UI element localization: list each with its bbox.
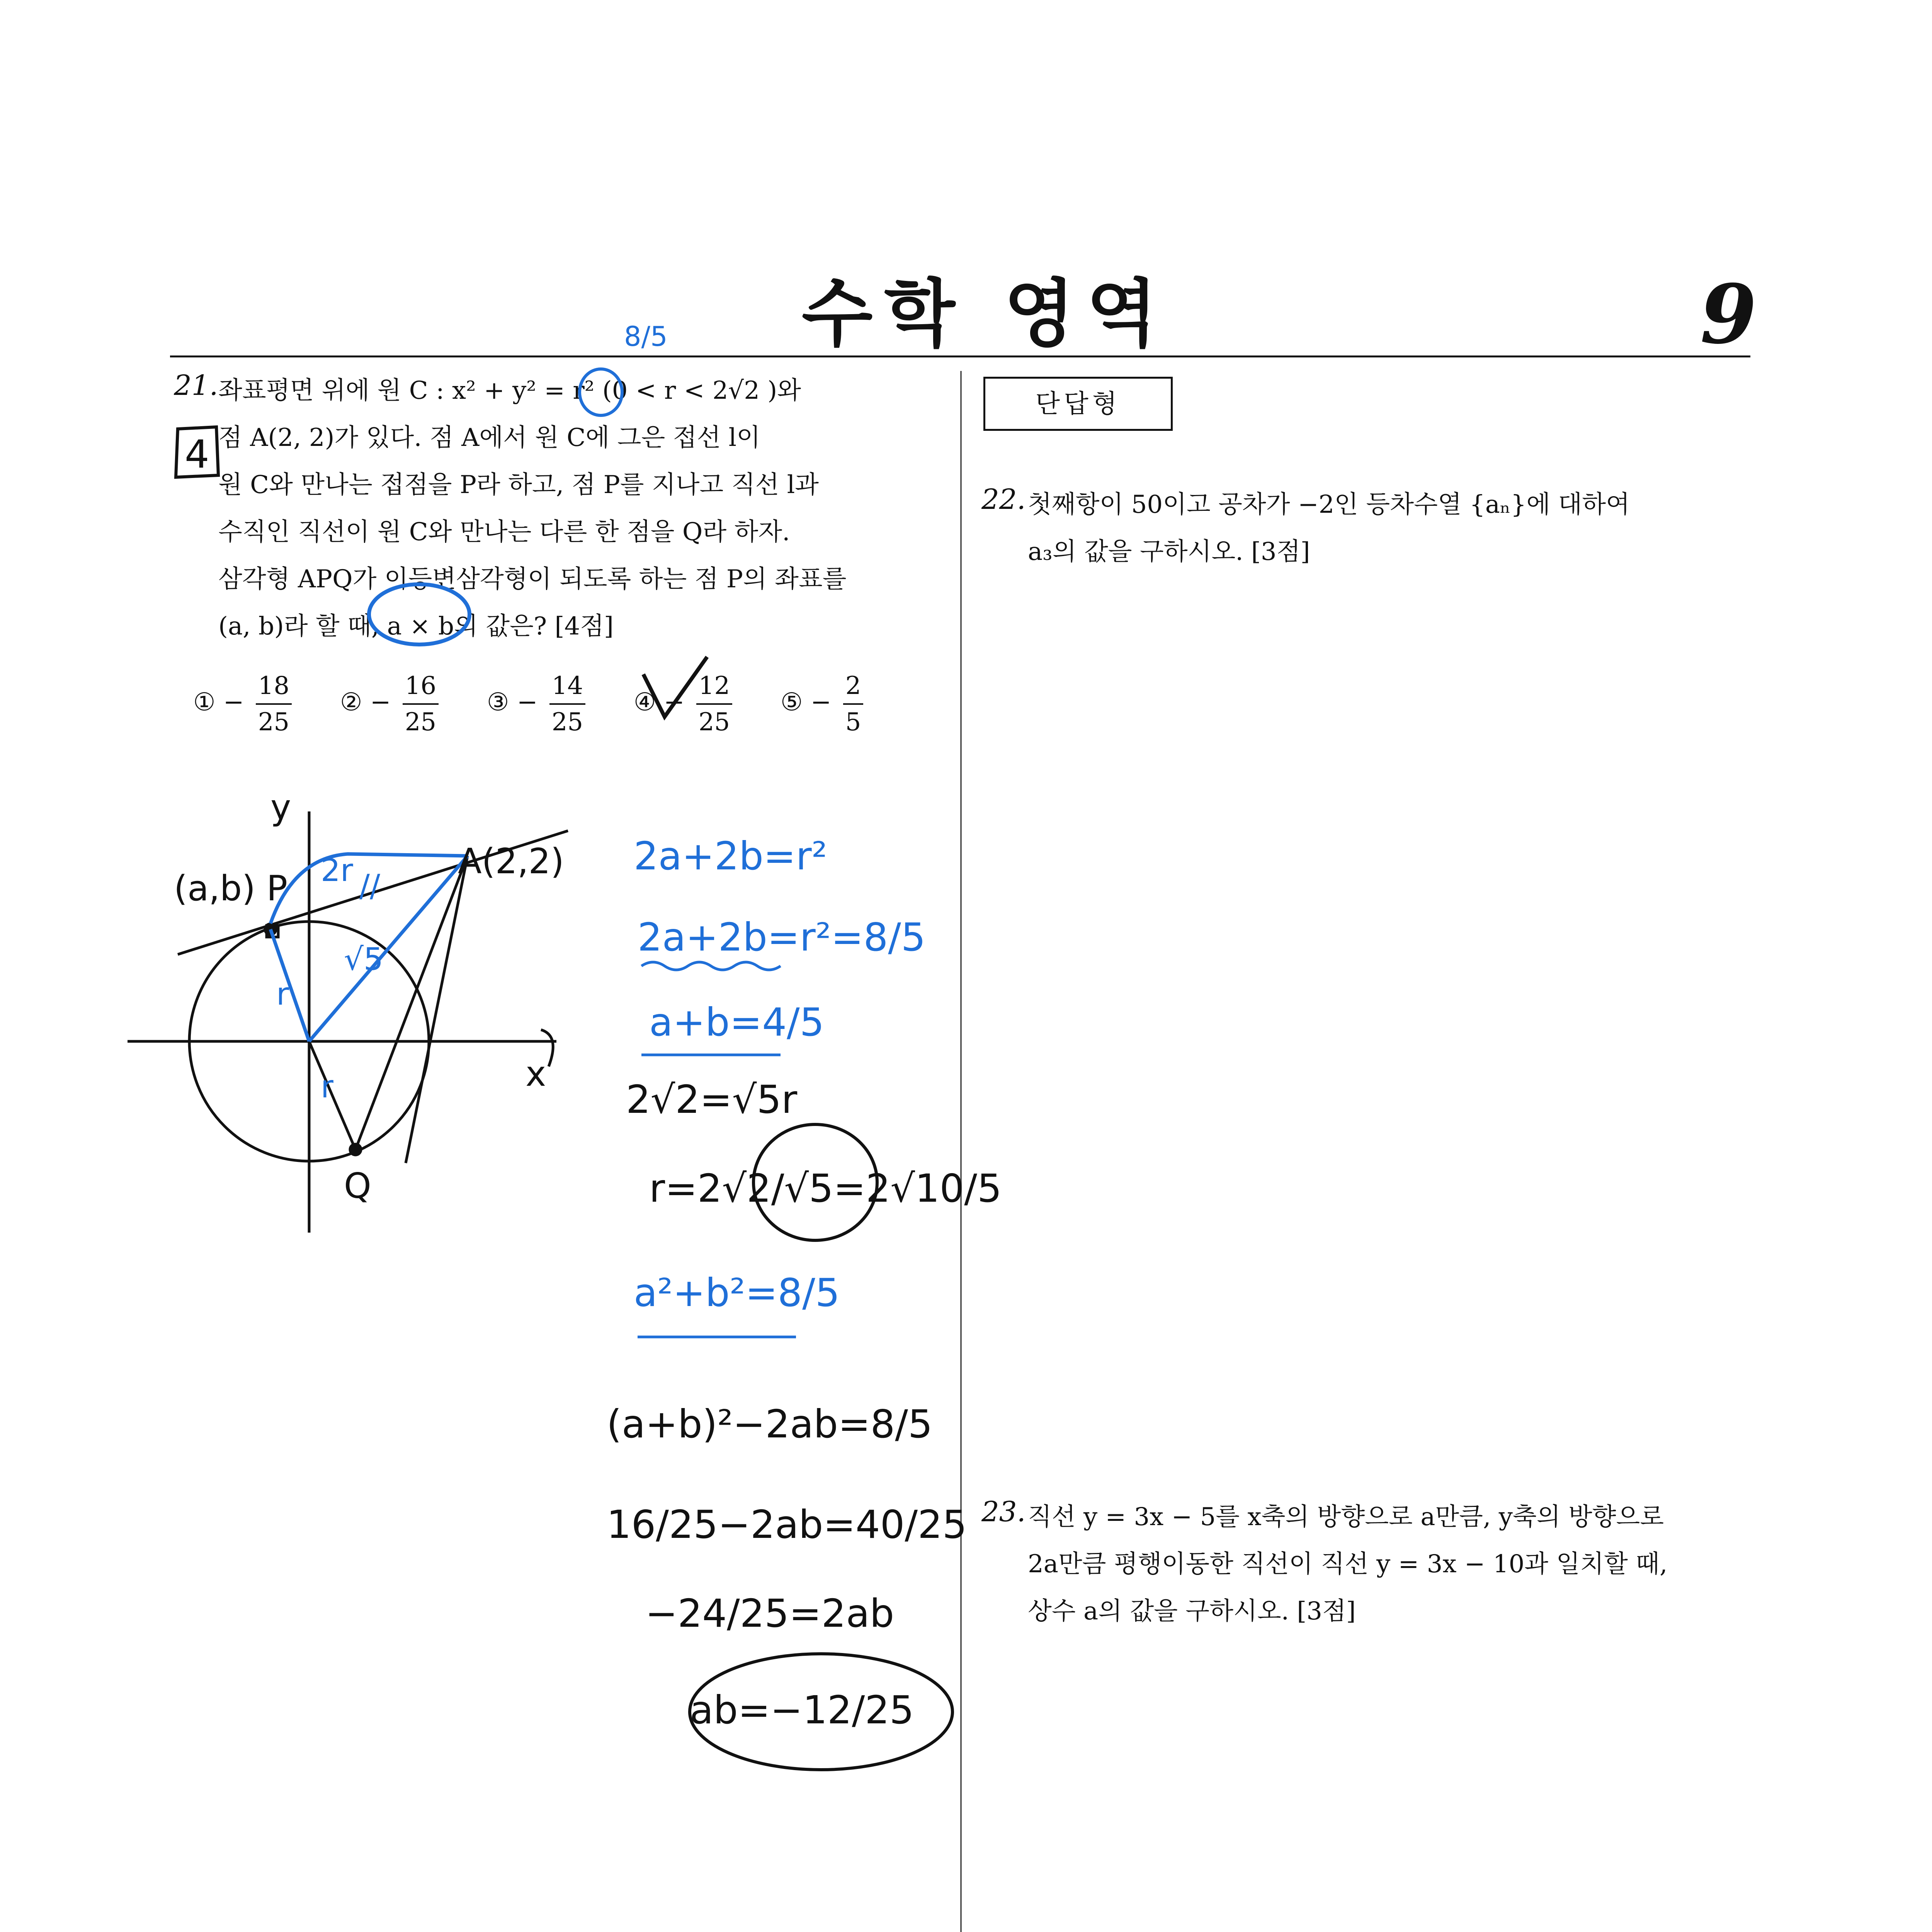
x-axis-label: x	[526, 1054, 546, 1094]
column-divider	[960, 371, 962, 1932]
black-work-6: ab=−12/25	[690, 1687, 914, 1733]
y-axis-label: y	[270, 787, 291, 828]
answer-circles	[690, 1124, 952, 1770]
q22-text	[1028, 481, 1754, 575]
q21-line-2: 점 A(2, 2)가 있다. 점 A에서 원 C에 그은 접선 l이	[218, 423, 760, 452]
point-p-label: (a,b) P	[174, 868, 287, 909]
q21-number: 21.	[174, 369, 218, 401]
q21-text	[218, 367, 945, 650]
q21-line-5: 삼각형 APQ가 이등변삼각형이 되도록 하는 점 P의 좌표를	[218, 565, 847, 594]
q23-line-3: 상수 a의 값을 구하시오. [3점]	[1028, 1597, 1356, 1626]
length-2r-label: 2r	[321, 852, 353, 888]
blue-work-2: 2a+2b=r²=8/5	[638, 915, 926, 960]
q23-number: 23.	[981, 1495, 1026, 1528]
sketch-labels	[174, 787, 564, 1206]
sketch-blue-lines	[270, 854, 468, 1041]
blue-work-3: a+b=4/5	[649, 1000, 825, 1045]
choice-5[interactable]: ⑤ − $\frac{2}{5}$	[781, 668, 863, 740]
black-work-2: r=2√2/√5=2√10/5	[649, 1166, 1002, 1211]
q23-line-2: 2a만큼 평행이동한 직선이 직선 y = 3x − 10과 일치할 때,	[1028, 1550, 1668, 1578]
answer-mark	[176, 427, 218, 477]
blue-work-4: a²+b²=8/5	[634, 1270, 840, 1315]
q21-line-3: 원 C와 만나는 접점을 P라 하고, 점 P를 지나고 직선 l과	[218, 471, 819, 499]
radius-label-2: r	[321, 1069, 333, 1105]
choice-4[interactable]: ④ − $\frac{12}{25}$	[634, 668, 732, 740]
q21-line-6: (a, b)라 할 때, a × b의 값은? [4점]	[218, 612, 614, 641]
sketch-diagram	[128, 811, 568, 1233]
black-work-1: 2√2=√5r	[626, 1077, 798, 1122]
margin-note-text: 8/5	[624, 321, 668, 352]
length-sqrt5-label: √5	[344, 941, 383, 977]
q23-line-1: 직선 y = 3x − 5를 x축의 방향으로 a만큼, y축의 방향으로	[1028, 1503, 1664, 1531]
header-rule	[170, 355, 1750, 357]
page-title: 수학 영역	[801, 271, 1169, 357]
choice-2[interactable]: ② − $\frac{16}{25}$	[340, 668, 439, 740]
blue-work	[634, 833, 926, 1315]
page-number: 9	[1700, 267, 1757, 362]
blue-work-underlines	[638, 962, 796, 1337]
q22-line-2: a₃의 값을 구하시오. [3점]	[1028, 537, 1310, 566]
short-answer-section-label: 단답형	[983, 377, 1173, 431]
blue-work-1: 2a+2b=r²	[634, 833, 827, 879]
choice-3[interactable]: ③ − $\frac{14}{25}$	[487, 668, 585, 740]
q21-line-4: 수직인 직선이 원 C와 만나는 다른 한 점을 Q라 하자.	[218, 518, 790, 546]
answer-mark-text: 4	[185, 432, 209, 477]
point-q-label: Q	[344, 1166, 371, 1206]
equal-mark-label: //	[359, 868, 380, 904]
black-work	[607, 1077, 1002, 1733]
q22-line-1: 첫째항이 50이고 공차가 −2인 등차수열 {aₙ}에 대하여	[1028, 490, 1630, 519]
black-work-3: (a+b)²−2ab=8/5	[607, 1401, 933, 1447]
black-work-4: 16/25−2ab=40/25	[607, 1502, 967, 1547]
q22-number: 22.	[981, 483, 1026, 515]
point-a-label: A(2,2)	[458, 841, 564, 882]
sketch-blue-labels	[276, 852, 383, 1105]
black-work-5: −24/25=2ab	[645, 1591, 895, 1636]
choice-1[interactable]: ① − $\frac{18}{25}$	[193, 668, 292, 740]
q23-text	[1028, 1493, 1754, 1635]
q21-line-1: 좌표평면 위에 원 C : x² + y² = r² (0 < r < 2√2 )와	[218, 376, 801, 405]
radius-label-1: r	[276, 976, 289, 1012]
